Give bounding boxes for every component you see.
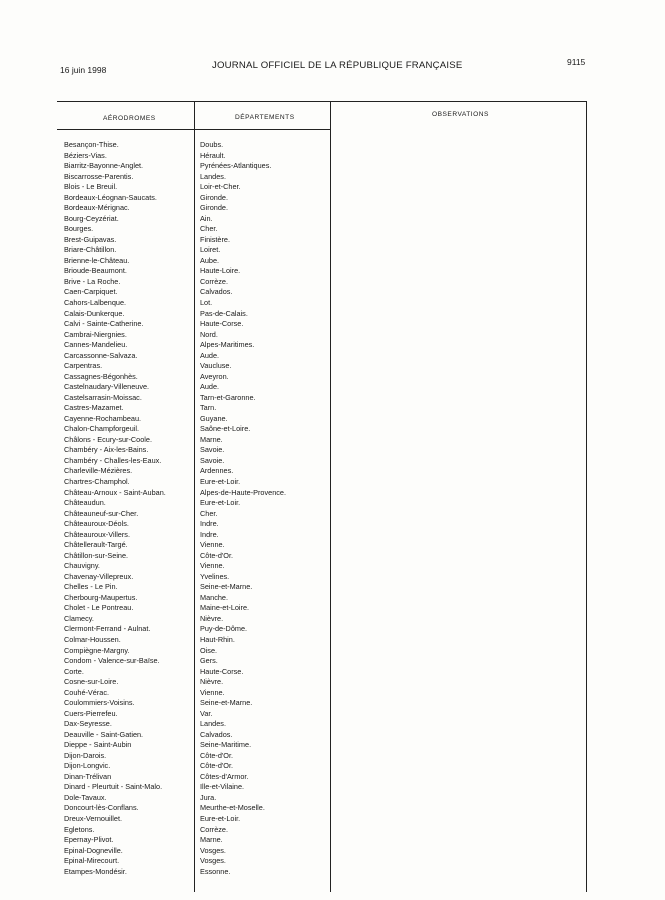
aerodrome-cell: Epinal-Dogneville. — [64, 845, 123, 855]
aerodrome-cell: Cherbourg-Maupertus. — [64, 592, 138, 602]
aerodrome-cell: Cayenne-Rochambeau. — [64, 413, 142, 423]
aerodrome-cell: Cahors-Lalbenque. — [64, 297, 127, 307]
departement-cell: Finistère. — [200, 234, 231, 244]
departement-cell: Puy-de-Dôme. — [200, 624, 248, 634]
aerodrome-cell: Chavenay-Villepreux. — [64, 571, 134, 581]
aerodrome-cell: Châlons - Ecury-sur-Coole. — [64, 434, 152, 444]
departement-cell: Maine-et-Loire. — [200, 603, 250, 613]
departement-cell: Marne. — [200, 434, 223, 444]
table-body — [57, 140, 586, 877]
aerodrome-cell: Calvi - Sainte-Catherine. — [64, 319, 144, 329]
table-row — [57, 319, 586, 330]
departement-cell: Côte-d'Or. — [200, 750, 234, 760]
aerodrome-cell: Clermont-Ferrand - Aulnat. — [64, 624, 151, 634]
departement-cell: Calvados. — [200, 287, 233, 297]
departement-cell: Indre. — [200, 529, 219, 539]
table-row — [57, 235, 586, 246]
departement-cell: Cher. — [200, 224, 218, 234]
table-row — [57, 372, 586, 383]
table-row — [57, 277, 586, 288]
departement-cell: Seine-et-Marne. — [200, 582, 253, 592]
page-header — [0, 0, 665, 80]
table-row — [57, 361, 586, 372]
aerodrome-cell: Cambrai-Niergnies. — [64, 329, 127, 339]
departement-cell: Côtes-d'Armor. — [200, 771, 249, 781]
aerodrome-cell: Biarritz-Bayonne-Anglet. — [64, 161, 144, 171]
aerodrome-cell: Chambéry - Challes-les-Eaux. — [64, 455, 162, 465]
aerodrome-cell: Blois - Le Breuil. — [64, 182, 118, 192]
aerodrome-cell: Charleville-Mézières. — [64, 466, 133, 476]
table-row — [57, 382, 586, 393]
table-row — [57, 761, 586, 772]
departement-cell: Loiret. — [200, 245, 221, 255]
departement-cell: Haute-Loire. — [200, 266, 241, 276]
table-row — [57, 203, 586, 214]
table-row — [57, 466, 586, 477]
departement-cell: Corrèze. — [200, 824, 228, 834]
aerodrome-cell: Epinal-Mirecourt. — [64, 856, 120, 866]
departement-cell: Eure-et-Loir. — [200, 498, 241, 508]
table-row — [57, 456, 586, 467]
departement-cell: Gironde. — [200, 203, 228, 213]
table-row — [57, 509, 586, 520]
departement-cell: Haute-Corse. — [200, 319, 244, 329]
aerodrome-cell: Condom - Valence-sur-Baïse. — [64, 656, 160, 666]
table-row — [57, 793, 586, 804]
aerodrome-cell: Cannes-Mandelieu. — [64, 340, 128, 350]
departement-cell: Cher. — [200, 508, 218, 518]
table-row — [57, 245, 586, 256]
table-row — [57, 435, 586, 446]
table-row — [57, 740, 586, 751]
departement-cell: Aude. — [200, 350, 220, 360]
aerodrome-cell: Brest-Guipavas. — [64, 234, 117, 244]
table-row — [57, 867, 586, 878]
aerodrome-cell: Castelnaudary-Villeneuve. — [64, 382, 150, 392]
table-row — [57, 424, 586, 435]
aerodrome-cell: Brive - La Roche. — [64, 276, 121, 286]
table-row — [57, 561, 586, 572]
aerodrome-cell: Carcassonne-Salvaza. — [64, 350, 138, 360]
table-row — [57, 667, 586, 678]
departement-cell: Meurthe-et-Moselle. — [200, 803, 265, 813]
table-row — [57, 803, 586, 814]
departement-cell: Indre. — [200, 519, 219, 529]
table-row — [57, 161, 586, 172]
departement-cell: Gironde. — [200, 192, 228, 202]
departement-cell: Landes. — [200, 171, 226, 181]
journal-title: JOURNAL OFFICIEL DE LA RÉPUBLIQUE FRANÇAISE — [212, 60, 463, 71]
departement-cell: Manche. — [200, 592, 228, 602]
aerodrome-cell: Dax-Seyresse. — [64, 719, 112, 729]
aerodrome-cell: Chambéry - Aix-les-Bains. — [64, 445, 149, 455]
departement-cell: Vosges. — [200, 856, 226, 866]
table-row — [57, 772, 586, 783]
aerodrome-cell: Caen-Carpiquet. — [64, 287, 118, 297]
aerodrome-cell: Colmar-Houssen. — [64, 634, 121, 644]
aerodrome-cell: Cosne-sur-Loire. — [64, 677, 119, 687]
table-row — [57, 351, 586, 362]
departement-cell: Ardennes. — [200, 466, 234, 476]
departement-cell: Alpes-de-Haute-Provence. — [200, 487, 286, 497]
departement-cell: Vienne. — [200, 687, 225, 697]
table-row — [57, 614, 586, 625]
aerodrome-cell: Dinard - Pleurtuit - Saint-Malo. — [64, 782, 163, 792]
column-header-departements: DÉPARTEMENTS — [235, 114, 295, 121]
departement-cell: Côte-d'Or. — [200, 550, 234, 560]
table-row — [57, 582, 586, 593]
table-row — [57, 698, 586, 709]
aerodrome-cell: Château-Arnoux - Saint-Auban. — [64, 487, 166, 497]
aerodrome-cell: Dijon-Longvic. — [64, 761, 111, 771]
departement-cell: Ille-et-Vilaine. — [200, 782, 245, 792]
table-row — [57, 709, 586, 720]
table-row — [57, 635, 586, 646]
table-row — [57, 477, 586, 488]
departement-cell: Doubs. — [200, 140, 224, 149]
aerodrome-cell: Castres-Mazamet. — [64, 403, 124, 413]
table-row — [57, 287, 586, 298]
aerodrome-cell: Bordeaux-Léognan-Saucats. — [64, 192, 157, 202]
table-row — [57, 646, 586, 657]
departement-cell: Guyane. — [200, 413, 228, 423]
aerodrome-cell: Châtillon-sur-Seine. — [64, 550, 129, 560]
aerodrome-cell: Corte. — [64, 666, 84, 676]
departement-cell: Corrèze. — [200, 276, 228, 286]
departement-cell: Aube. — [200, 255, 220, 265]
table-row — [57, 688, 586, 699]
departement-cell: Essonne. — [200, 866, 231, 876]
table-row — [57, 224, 586, 235]
table-row — [57, 730, 586, 741]
aerodrome-cell: Dinan-Trélivan — [64, 771, 112, 781]
table-row — [57, 445, 586, 456]
table-row — [57, 330, 586, 341]
departement-cell: Eure-et-Loir. — [200, 814, 241, 823]
departement-cell: Saône-et-Loire. — [200, 424, 251, 434]
aerodrome-cell: Brienne-le-Château. — [64, 255, 130, 265]
departement-cell: Calvados. — [200, 729, 233, 739]
aerodrome-cell: Brioude-Beaumont. — [64, 266, 127, 276]
aerodrome-cell: Châteauroux-Déols. — [64, 519, 129, 529]
departement-cell: Yvelines. — [200, 571, 230, 581]
aerodrome-cell: Chalon-Champforgeuil. — [64, 424, 140, 434]
aerodrome-cell: Bourg-Ceyzériat. — [64, 213, 119, 223]
aerodrome-cell: Deauville - Saint-Gatien. — [64, 729, 144, 739]
departement-cell: Tarn. — [200, 403, 217, 413]
departement-cell: Eure-et-Loir. — [200, 477, 241, 486]
departement-cell: Tarn-et-Garonne. — [200, 392, 256, 402]
table-row — [57, 814, 586, 825]
aerodrome-cell: Bourges. — [64, 224, 94, 234]
departement-cell: Gers. — [200, 656, 218, 666]
table-row — [57, 256, 586, 267]
table-row — [57, 677, 586, 688]
aerodrome-cell: Etampes-Mondésir. — [64, 866, 127, 876]
departement-cell: Vosges. — [200, 845, 226, 855]
page-number: 9115 — [567, 57, 586, 67]
aerodrome-cell: Châteauroux-Villers. — [64, 529, 130, 539]
departement-cell: Pas-de-Calais. — [200, 308, 248, 318]
departement-cell: Aveyron. — [200, 371, 229, 381]
aerodrome-cell: Besançon-Thise. — [64, 140, 119, 149]
departement-cell: Savoie. — [200, 445, 225, 455]
table-row — [57, 403, 586, 414]
table-row — [57, 751, 586, 762]
table-row — [57, 172, 586, 183]
table-row — [57, 140, 586, 151]
table-row — [57, 193, 586, 204]
table-row — [57, 298, 586, 309]
table-row — [57, 719, 586, 730]
table-row — [57, 825, 586, 836]
departement-cell: Landes. — [200, 719, 226, 729]
table-row — [57, 519, 586, 530]
table-row — [57, 151, 586, 162]
table-row — [57, 551, 586, 562]
aerodrome-cell: Dijon-Darois. — [64, 750, 107, 760]
departement-cell: Pyrénées-Atlantiques. — [200, 161, 272, 171]
departement-cell: Loir-et-Cher. — [200, 182, 241, 192]
departement-cell: Lot. — [200, 297, 213, 307]
aerodrome-cell: Couhé-Vérac. — [64, 687, 110, 697]
departement-cell: Oise. — [200, 645, 218, 655]
departement-cell: Ain. — [200, 213, 213, 223]
table-row — [57, 846, 586, 857]
aerodrome-cell: Dole-Tavaux. — [64, 792, 107, 802]
aerodrome-cell: Chauvigny. — [64, 561, 100, 571]
departement-cell: Côte-d'Or. — [200, 761, 234, 771]
column-header-aerodromes: AÉRODROMES — [103, 115, 156, 122]
departement-cell: Hérault. — [200, 150, 226, 160]
table-row — [57, 530, 586, 541]
aerodrome-cell: Castelsarrasin-Moissac. — [64, 392, 142, 402]
table-row — [57, 414, 586, 425]
table-row — [57, 856, 586, 867]
aerodrome-cell: Dieppe - Saint-Aubin — [64, 740, 132, 750]
table-row — [57, 393, 586, 404]
departement-cell: Jura. — [200, 792, 217, 802]
table-row — [57, 835, 586, 846]
issue-date: 16 juin 1998 — [60, 65, 107, 75]
departement-cell: Seine-et-Marne. — [200, 698, 253, 708]
table-row — [57, 624, 586, 635]
aerodrome-cell: Calais-Dunkerque. — [64, 308, 125, 318]
departement-cell: Haute-Corse. — [200, 666, 244, 676]
aerodrome-cell: Châteaudun. — [64, 498, 106, 508]
aerodrome-cell: Dreux-Vernouillet. — [64, 814, 122, 823]
departement-cell: Var. — [200, 708, 213, 718]
table-row — [57, 340, 586, 351]
aerodrome-cell: Châteauneuf-sur-Cher. — [64, 508, 139, 518]
departement-cell: Vienne. — [200, 540, 225, 550]
departement-cell: Aude. — [200, 382, 220, 392]
aerodrome-cell: Châtellerault-Targé. — [64, 540, 128, 550]
aerodrome-cell: Biscarrosse-Parentis. — [64, 171, 134, 181]
aerodrome-cell: Doncourt-lès-Conflans. — [64, 803, 139, 813]
aerodrome-cell: Briare-Châtillon. — [64, 245, 117, 255]
table-row — [57, 782, 586, 793]
aerodrome-cell: Epernay-Plivot. — [64, 835, 114, 845]
table-row — [57, 593, 586, 604]
aerodrome-cell: Chelles - Le Pin. — [64, 582, 118, 592]
aerodrome-cell: Béziers-Vias. — [64, 150, 107, 160]
aerodrome-cell: Cuers-Pierrefeu. — [64, 708, 118, 718]
table-row — [57, 488, 586, 499]
table-row — [57, 214, 586, 225]
departement-cell: Nord. — [200, 329, 218, 339]
table-row — [57, 182, 586, 193]
table-row — [57, 309, 586, 320]
departement-cell: Nièvre. — [200, 613, 224, 623]
table-row — [57, 656, 586, 667]
aerodrome-cell: Chartres-Champhol. — [64, 477, 130, 486]
aerodromes-table — [57, 101, 587, 892]
departement-cell: Savoie. — [200, 455, 225, 465]
departement-cell: Marne. — [200, 835, 223, 845]
table-row — [57, 572, 586, 583]
header-rule — [57, 129, 330, 130]
aerodrome-cell: Carpentras. — [64, 361, 103, 371]
table-row — [57, 266, 586, 277]
departement-cell: Vaucluse. — [200, 361, 232, 371]
aerodrome-cell: Clamecy. — [64, 613, 94, 623]
aerodrome-cell: Coulommiers-Voisins. — [64, 698, 135, 708]
departement-cell: Seine-Maritime. — [200, 740, 252, 750]
aerodrome-cell: Cassagnes-Bégonhès. — [64, 371, 138, 381]
departement-cell: Vienne. — [200, 561, 225, 571]
departement-cell: Alpes-Maritimes. — [200, 340, 255, 350]
column-header-observations: OBSERVATIONS — [432, 111, 489, 118]
aerodrome-cell: Compiègne-Margny. — [64, 645, 130, 655]
aerodrome-cell: Cholet - Le Pontreau. — [64, 603, 134, 613]
departement-cell: Haut-Rhin. — [200, 634, 235, 644]
table-row — [57, 603, 586, 614]
table-row — [57, 540, 586, 551]
aerodrome-cell: Egletons. — [64, 824, 95, 834]
departement-cell: Nièvre. — [200, 677, 224, 687]
table-row — [57, 498, 586, 509]
aerodrome-cell: Bordeaux-Mérignac. — [64, 203, 130, 213]
